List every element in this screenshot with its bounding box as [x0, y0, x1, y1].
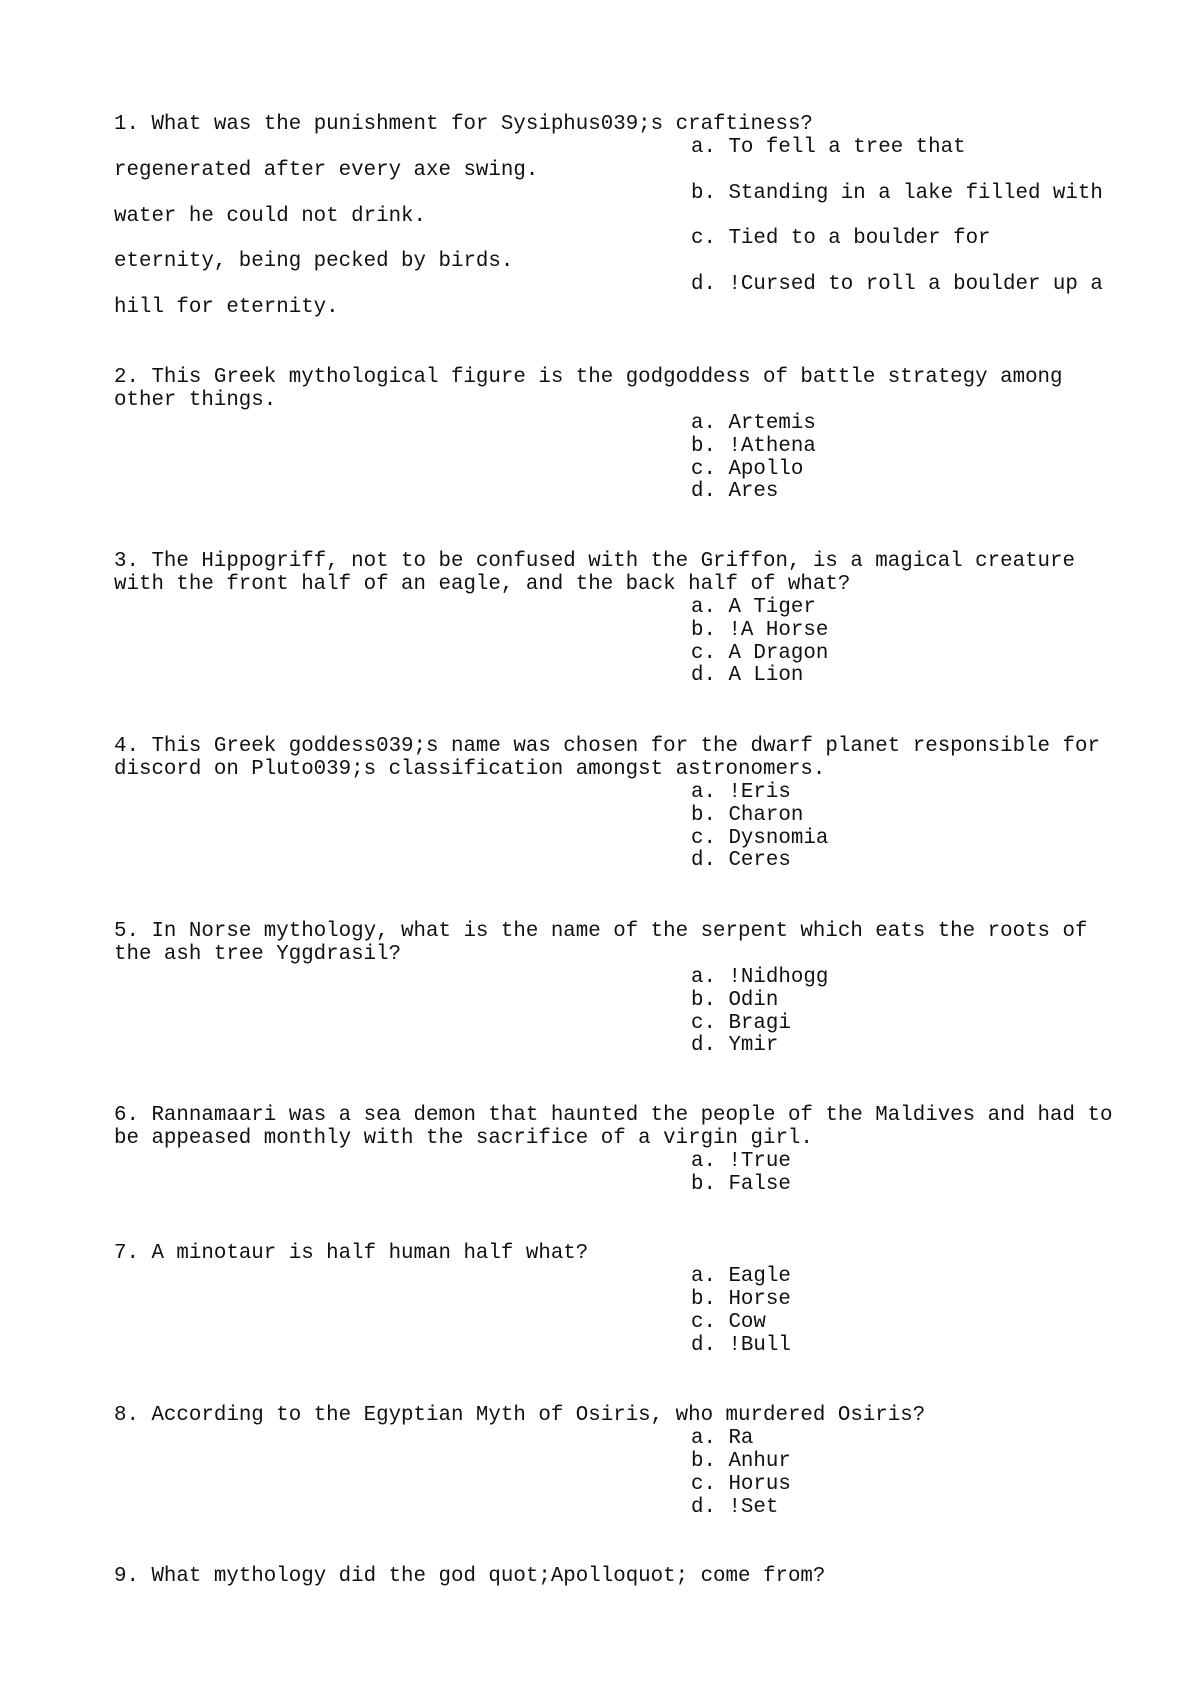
- option-label: a.: [691, 135, 716, 159]
- answer-option: [114, 481, 1164, 504]
- answer-option: [114, 1151, 1164, 1174]
- question-text: [114, 551, 1164, 574]
- option-text: Apollo: [728, 457, 804, 481]
- option-label: a.: [691, 411, 716, 435]
- question-number: 8.: [114, 1404, 139, 1427]
- option-text: Ymir: [728, 1034, 779, 1058]
- question-text-line: What mythology did the god quot;Apolloquot; come from?: [151, 1565, 826, 1588]
- answer-option: [114, 1289, 1164, 1312]
- question-text-line: the ash tree Yggdrasil?: [114, 942, 402, 966]
- option-text: !Bull: [728, 1333, 791, 1357]
- question-text: [114, 759, 1164, 782]
- question-number: 7.: [114, 1242, 139, 1265]
- option-text: Eagle: [728, 1264, 791, 1288]
- answer-option: [114, 665, 1164, 688]
- answer-option: [114, 436, 1164, 459]
- option-text-continuation: water he could not drink.: [114, 204, 427, 228]
- option-label: d.: [691, 664, 716, 688]
- option-text: !A Horse: [728, 618, 829, 642]
- question-text: [114, 574, 1164, 597]
- option-label: c.: [691, 457, 716, 481]
- answer-option: [114, 1174, 1164, 1197]
- question-number: 3.: [114, 550, 139, 573]
- option-text: !True: [728, 1149, 791, 1173]
- option-text-continuation: eternity, being pecked by birds.: [114, 250, 514, 274]
- question-text-line: According to the Egyptian Myth of Osiris, who murdered Osiris?: [151, 1404, 926, 1427]
- question-text-line: This Greek goddess039;s name was chosen for the dwarf planet responsible for: [151, 735, 1100, 758]
- option-text: Cow: [728, 1310, 766, 1334]
- option-label: b.: [691, 181, 716, 205]
- question-7: [114, 1243, 1164, 1357]
- answer-option: [114, 828, 1164, 851]
- option-text: Ra: [728, 1426, 754, 1450]
- option-text: Tied to a boulder for: [728, 227, 991, 251]
- option-text: Horus: [728, 1472, 791, 1496]
- option-label: d.: [691, 1333, 716, 1357]
- question-text: [114, 921, 1164, 944]
- option-text: !Athena: [728, 434, 816, 458]
- question-number: 6.: [114, 1104, 139, 1127]
- question-6: [114, 1105, 1164, 1197]
- answer-option: [114, 1312, 1164, 1335]
- question-number: 4.: [114, 735, 139, 758]
- option-label: b.: [691, 618, 716, 642]
- question-text: [114, 1405, 1164, 1428]
- question-text-line: Rannamaari was a sea demon that haunted the people of the Maldives and had to: [151, 1104, 1113, 1127]
- option-text: Artemis: [728, 411, 816, 435]
- answer-option: [114, 183, 1164, 206]
- option-label: b.: [691, 988, 716, 1012]
- option-text: !Cursed to roll a boulder up a: [728, 273, 1103, 297]
- question-text-line: A minotaur is half human half what?: [151, 1242, 589, 1265]
- question-text: [114, 367, 1164, 390]
- question-number: 9.: [114, 1565, 139, 1588]
- answer-option: [114, 990, 1164, 1013]
- option-text: !Eris: [728, 780, 791, 804]
- option-text: Ceres: [728, 849, 791, 873]
- option-text: Bragi: [728, 1011, 791, 1035]
- answer-option: [114, 459, 1164, 482]
- option-label: b.: [691, 434, 716, 458]
- answer-option: [114, 1013, 1164, 1036]
- question-1: [114, 114, 1164, 320]
- option-text: Standing in a lake filled with: [728, 181, 1103, 205]
- question-text: [114, 1105, 1164, 1128]
- question-text: [114, 1128, 1164, 1151]
- question-text-line: with the front half of an eagle, and the back half of what?: [114, 572, 851, 596]
- option-label: a.: [691, 965, 716, 989]
- question-text-line: other things.: [114, 388, 277, 412]
- question-text: [114, 390, 1164, 413]
- option-text: False: [728, 1172, 791, 1196]
- answer-option: [114, 850, 1164, 873]
- answer-option: [114, 1474, 1164, 1497]
- answer-option: [114, 1035, 1164, 1058]
- option-label: c.: [691, 1011, 716, 1035]
- answer-option: [114, 1451, 1164, 1474]
- option-label: b.: [691, 1287, 716, 1311]
- answer-option: [114, 137, 1164, 160]
- answer-option: [114, 782, 1164, 805]
- option-label: d.: [691, 273, 716, 297]
- option-label: b.: [691, 1449, 716, 1473]
- question-number: 1.: [114, 113, 139, 136]
- question-3: [114, 551, 1164, 688]
- option-text-continuation: regenerated after every axe swing.: [114, 158, 539, 182]
- question-9: [114, 1566, 1164, 1589]
- answer-option: [114, 620, 1164, 643]
- question-text-line: This Greek mythological figure is the godgoddess of battle strategy among: [151, 366, 1063, 389]
- answer-option: [114, 1497, 1164, 1520]
- option-label: a.: [691, 1149, 716, 1173]
- question-text-line: The Hippogriff, not to be confused with the Griffon, is a magical creature: [151, 550, 1075, 573]
- option-text: Anhur: [728, 1449, 791, 1473]
- option-label: d.: [691, 849, 716, 873]
- answer-option: [114, 805, 1164, 828]
- answer-option: [114, 228, 1164, 251]
- question-text-line: What was the punishment for Sysiphus039;s craftiness?: [151, 113, 813, 136]
- option-text: A Tiger: [728, 595, 816, 619]
- answer-option: [114, 1266, 1164, 1289]
- question-text-line: be appeased monthly with the sacrifice of a virgin girl.: [114, 1126, 813, 1150]
- question-4: [114, 736, 1164, 873]
- option-text: Dysnomia: [728, 826, 829, 850]
- answer-option: [114, 413, 1164, 436]
- option-text: !Set: [728, 1495, 779, 1519]
- option-label: a.: [691, 1264, 716, 1288]
- question-text: [114, 1243, 1164, 1266]
- option-label: a.: [691, 780, 716, 804]
- option-text: Horse: [728, 1287, 791, 1311]
- question-text: [114, 736, 1164, 759]
- option-label: a.: [691, 1426, 716, 1450]
- question-number: 5.: [114, 920, 139, 943]
- option-text: To fell a tree that: [728, 135, 966, 159]
- answer-option: [114, 1428, 1164, 1451]
- question-number: 2.: [114, 366, 139, 389]
- option-text: A Dragon: [728, 641, 829, 665]
- question-5: [114, 921, 1164, 1058]
- option-text: A Lion: [728, 664, 804, 688]
- option-label: d.: [691, 480, 716, 504]
- option-label: d.: [691, 1034, 716, 1058]
- option-label: a.: [691, 595, 716, 619]
- answer-option: [114, 643, 1164, 666]
- option-text: Odin: [728, 988, 779, 1012]
- answer-option: [114, 967, 1164, 990]
- option-label: c.: [691, 826, 716, 850]
- answer-option: [114, 274, 1164, 297]
- question-text: [114, 114, 1164, 137]
- option-text: !Nidhogg: [728, 965, 829, 989]
- option-label: b.: [691, 1172, 716, 1196]
- option-label: c.: [691, 1472, 716, 1496]
- question-text-line: discord on Pluto039;s classification amongst astronomers.: [114, 757, 826, 781]
- option-label: c.: [691, 641, 716, 665]
- question-2: [114, 367, 1164, 504]
- option-label: d.: [691, 1495, 716, 1519]
- answer-option: [114, 597, 1164, 620]
- answer-option: [114, 1335, 1164, 1358]
- option-text: Ares: [728, 480, 779, 504]
- option-label: b.: [691, 803, 716, 827]
- question-text-line: In Norse mythology, what is the name of the serpent which eats the roots of: [151, 920, 1088, 943]
- question-8: [114, 1405, 1164, 1519]
- option-text-continuation: hill for eternity.: [114, 296, 339, 320]
- option-label: c.: [691, 1310, 716, 1334]
- question-text: [114, 944, 1164, 967]
- question-text: [114, 1566, 1164, 1589]
- option-text: Charon: [728, 803, 804, 827]
- option-label: c.: [691, 227, 716, 251]
